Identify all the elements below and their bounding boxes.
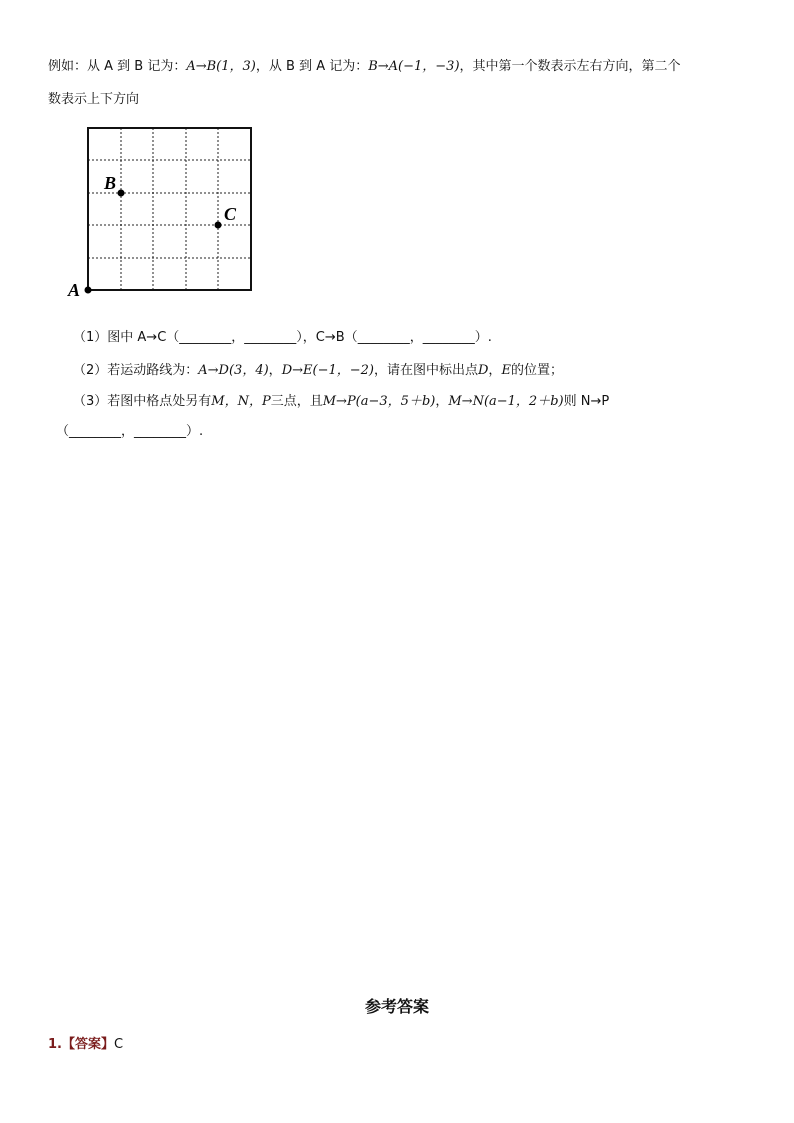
intro-line-1 [48, 55, 681, 74]
q2-text-c: ，请在图中标出点 [373, 363, 478, 378]
q1-text-a: （1）图中 A→C（ [73, 330, 180, 345]
answer-value: C [114, 1037, 124, 1052]
grid-figure [60, 118, 260, 303]
q3-comma: ， [121, 424, 135, 439]
q3-end: ）. [186, 424, 204, 439]
point-a-dot [85, 287, 92, 294]
q2-point-d: D [477, 363, 489, 378]
q2-relation-d-e: D→E(−1，−2) [281, 363, 374, 378]
intro-text-1: 例如：从 A 到 B 记为： [48, 59, 187, 74]
point-c-label: C [224, 204, 237, 224]
q3-text-c: ， [435, 394, 449, 409]
q1-comma-2: ， [409, 330, 423, 345]
q1-end: ）. [474, 330, 492, 345]
question-3 [73, 390, 609, 409]
q1-blank-1[interactable]: ________ [179, 330, 232, 345]
relation-a-to-b: A→B(1，3) [186, 59, 256, 74]
q2-text-g: 的位置； [510, 363, 563, 378]
q3-blank-2[interactable]: ________ [134, 424, 187, 439]
q3-blank-1[interactable]: ________ [69, 424, 122, 439]
question-3-line-2 [56, 420, 203, 439]
q3-text-d: 则 N→P [563, 394, 610, 409]
question-2 [73, 359, 563, 378]
intro-line-2: 数表示上下方向 [48, 92, 140, 107]
answer-number: 1. [48, 1037, 62, 1052]
q1-comma-1: ， [231, 330, 245, 345]
q2-relation-a-d: A→D(3，4) [198, 363, 269, 378]
answer-item-1 [48, 1033, 123, 1052]
q3-relation-m-p: M→P(a−3，5＋b) [322, 394, 436, 409]
relation-b-to-a: B→A(−1，−3) [368, 59, 460, 74]
q3-text-a: （3）若图中格点处另有 [73, 394, 212, 409]
q3-open: （ [56, 424, 70, 439]
q2-text-a: （2）若运动路线为： [73, 363, 199, 378]
question-1 [73, 326, 492, 345]
answer-section-title: 参考答案 [364, 997, 429, 1016]
point-a-label: A [68, 280, 81, 300]
q3-points: M，N，P [211, 394, 271, 409]
intro-text-3: ，其中第一个数表示左右方向，第二个 [459, 59, 681, 74]
q3-relation-m-n: M→N(a−1，2＋b) [448, 394, 564, 409]
point-b-dot [118, 190, 125, 197]
q3-text-b: 三点，且 [270, 394, 323, 409]
q2-point-e: E [501, 363, 511, 378]
q1-blank-3[interactable]: ________ [357, 330, 410, 345]
q2-text-b: ， [268, 363, 282, 378]
point-c-dot [215, 222, 222, 229]
q1-blank-2[interactable]: ________ [244, 330, 297, 345]
q1-text-b: ），C→B（ [296, 330, 358, 345]
q1-blank-4[interactable]: ________ [422, 330, 475, 345]
q2-text-e: ， [488, 363, 502, 378]
intro-text-2: ，从 B 到 A 记为： [255, 59, 369, 74]
point-b-label: B [104, 173, 117, 193]
answer-tag: 【答案】 [61, 1037, 114, 1052]
